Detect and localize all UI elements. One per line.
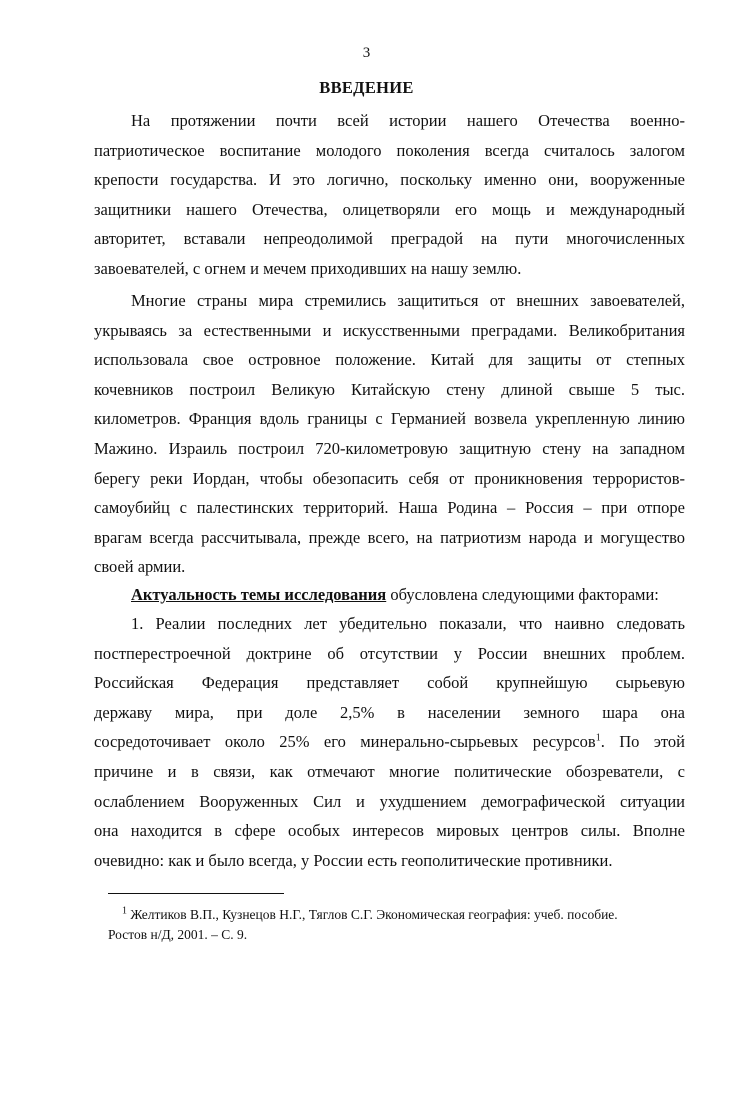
footnote-reference: 1 bbox=[595, 732, 601, 744]
text-line: причине и в связи, как отмечают многие политические обозреватели, с bbox=[94, 762, 685, 781]
footnote-line-2: Ростов н/Д, 2001. – С. 9. bbox=[108, 927, 248, 942]
text-line-with-footnote bbox=[94, 727, 685, 757]
relevance-line bbox=[131, 580, 691, 610]
text-line: 1. Реалии последних лет убедительно показали, что наивно следовать bbox=[131, 614, 685, 633]
section-heading: ВВЕДЕНИЕ bbox=[319, 78, 414, 97]
text-line: защитники нашего Отечества, олицетворяли его мощь и международный bbox=[94, 199, 685, 219]
relevance-text: обусловлена следующими факторами: bbox=[386, 585, 659, 604]
text-line: Мажино. Израиль построил 720-километровую защитную стену на западном bbox=[94, 439, 685, 458]
text-line: использовала свое островное положение. Китай для защиты от степных bbox=[94, 350, 685, 370]
text-line: патриотическое воспитание молодого поколения всегда считалось залогом bbox=[94, 140, 685, 160]
text-line: кочевников построил Великую Китайскую стену длиной свыше 5 тыс. bbox=[94, 379, 685, 399]
text-line: самоубийц с палестинских территорий. Наша Родина – Россия – при отпоре bbox=[94, 498, 685, 518]
text-line: Многие страны мира стремились защититься от внешних завоевателей, bbox=[131, 291, 685, 310]
footnote-divider bbox=[108, 893, 284, 894]
text-line: очевидно: как и было всегда, у России есть геополитические противники. bbox=[94, 850, 613, 870]
text-line: На протяжении почти всей истории нашего Отечества военно- bbox=[131, 111, 685, 130]
text-line: авторитет, вставали непреодолимой преградой на пути многочисленных bbox=[94, 229, 685, 249]
text-line: державу мира, при доле 2,5% в населении земного шара она bbox=[94, 702, 685, 722]
text-segment: сосредоточивает около 25% его минерально-сырьевых ресурсов bbox=[94, 732, 596, 752]
text-line: завоевателей, с огнем и мечем приходивших на нашу землю. bbox=[94, 259, 522, 278]
text-line: километров. Франция вдоль границы с Германией возвела укрепленную линию bbox=[94, 409, 685, 429]
text-line: она находится в сфере особых интересов мировых центров силы. Вполне bbox=[94, 821, 685, 841]
footnote-line-1: Желтиков В.П., Кузнецов Н.Г., Тяглов С.Г. Экономическая география: учеб. пособие. bbox=[127, 907, 618, 922]
text-line: берегу реки Иордан, чтобы обезопасить себя от проникновения террористов- bbox=[94, 468, 685, 488]
text-line: постперестроечной доктрине об отсутствии у России внешних проблем. bbox=[94, 643, 685, 663]
footnote-mark: 1 bbox=[122, 905, 127, 917]
text-line: ослаблением Вооруженных Сил и ухудшением демографической ситуации bbox=[94, 791, 685, 811]
text-line: укрываясь за естественными и искусственными преградами. Великобритания bbox=[94, 320, 685, 340]
footnote bbox=[108, 905, 698, 945]
relevance-label: Актуальность темы исследования bbox=[131, 585, 387, 604]
text-line: врагам всегда рассчитывала, прежде всего, на патриотизм народа и могущество bbox=[94, 527, 685, 547]
text-line: крепости государства. И это логично, поскольку именно они, вооруженные bbox=[94, 170, 685, 190]
text-segment: . По этой bbox=[600, 732, 685, 752]
page-number: 3 bbox=[362, 45, 371, 61]
text-line: Российская Федерация представляет собой крупнейшую сырьевую bbox=[94, 673, 685, 693]
text-line: своей армии. bbox=[94, 557, 186, 577]
